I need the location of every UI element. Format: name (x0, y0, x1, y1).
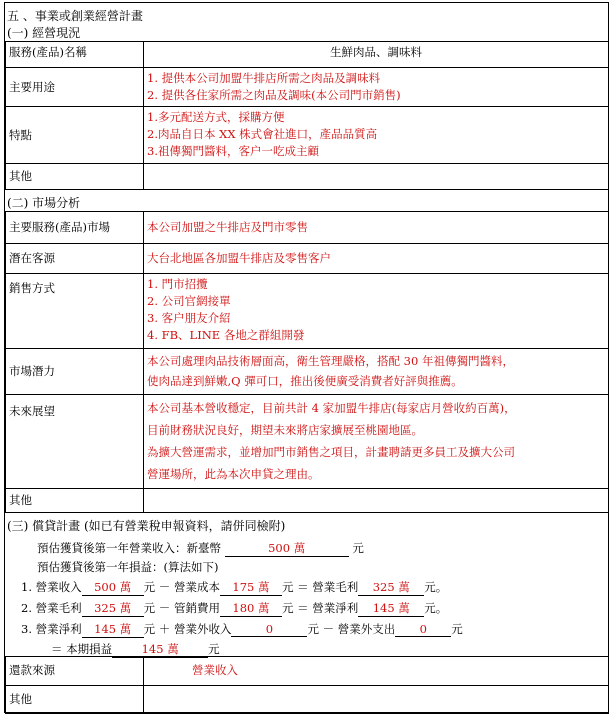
future-outlook-value (144, 395, 609, 489)
text-line: 3. 客户朋友介紹 (147, 311, 231, 325)
eq-value: 0 (231, 622, 307, 637)
potential-customers-value: 大台北地區各加盟牛排店及零售客户 (144, 244, 609, 274)
text-line: 本公司處理肉品技術層面高，衛生管理嚴格，搭配 30 年祖傳獨門醬料， (147, 354, 514, 368)
text-line: 為擴大營運需求，並增加門市銷售之項目，計畫聘請更多員工及擴大公司 (147, 445, 515, 459)
eq-text: 元 － 營業成本 (143, 580, 220, 594)
features-value (144, 107, 609, 164)
eq-value: 325 萬 (82, 600, 144, 617)
row-label: 主要服務(產品)市場 (6, 212, 144, 244)
equation-4 (51, 641, 220, 658)
text-line: 1.多元配送方式，採購方便 (147, 110, 285, 124)
table-row (6, 489, 609, 513)
eq-text: 元 ＋ 營業外收入 (143, 622, 232, 636)
text-line: 營運場所，此為本次申貸之理由。 (147, 467, 320, 481)
row-label: 還款來源 (6, 657, 144, 685)
eq-value: 175 萬 (220, 579, 282, 596)
row-label: 其他 (6, 685, 144, 713)
text-line: 1. 門市招攬 (147, 277, 208, 291)
table-row (6, 657, 609, 685)
sales-method-value (144, 274, 609, 349)
row-label: 銷售方式 (6, 274, 144, 349)
eq-text: 3. 營業淨利 (21, 622, 82, 636)
product-name-value: 生鮮肉品、調味料 (144, 42, 609, 68)
eq-value: 145 萬 (82, 621, 144, 638)
row-label: 市場潛力 (6, 349, 144, 395)
row-label: 主要用途 (6, 68, 144, 107)
table-row (6, 42, 609, 68)
eq-text: 元 ＝ 營業毛利 (281, 580, 359, 594)
text-line: 1. 提供本公司加盟牛排店所需之肉品及調味料 (147, 71, 381, 85)
eq-text: 元。 (424, 580, 448, 594)
text-line: 使肉品達到鮮嫩,Q 彈可口，推出後便廣受消費者好評與推薦。 (147, 374, 463, 388)
text-line: 2.肉品自日本 XX 株式會社進口，產品品質高 (147, 127, 378, 141)
loan-plan-form (4, 2, 609, 713)
text-line: 3.祖傳獨門醬料，客户一吃成主顧 (147, 144, 319, 158)
eq-text: 元 ＝ 營業淨利 (281, 601, 359, 615)
market-potential-value (144, 349, 609, 395)
first-year-revenue-line (37, 540, 364, 557)
market-analysis-table (5, 211, 609, 513)
text-line: 4. FB、LINE 各地之群組開發 (147, 328, 305, 342)
eq-value: 145 萬 (358, 600, 424, 617)
part3-title: (三) 償貸計畫 (如已有營業稅申報資料，請併同檢附) (7, 519, 286, 533)
table-row (6, 68, 609, 107)
main-use-value (144, 68, 609, 107)
part2-title: (二) 市場分析 (7, 196, 81, 210)
table-row (6, 107, 609, 164)
main-market-value: 本公司加盟之牛排店及門市零售 (144, 212, 609, 244)
table-row (6, 395, 609, 489)
table-row (6, 685, 609, 713)
table-row (6, 212, 609, 244)
equation-2 (21, 600, 447, 617)
table-row (6, 164, 609, 190)
row-label: 未來展望 (6, 395, 144, 489)
business-status-table (5, 41, 609, 190)
eq-text: 元 － 管銷費用 (143, 601, 220, 615)
part1-title: (一) 經營現況 (7, 26, 81, 40)
eq-text: 1. 營業收入 (21, 580, 82, 594)
repayment-source-value: 營業收入 (144, 657, 609, 685)
repayment-source-table (5, 657, 609, 714)
eq-value: 145 萬 (112, 641, 208, 658)
other-value (144, 489, 609, 513)
eq-text: ＝ 本期損益 (51, 642, 113, 656)
revenue-prefix: 預估獲貸後第一年營業收入：新臺幣 (37, 541, 221, 555)
table-row (6, 274, 609, 349)
text-line: 本公司基本營收穩定，目前共計 4 家加盟牛排店(每家店月營收約百萬)， (147, 401, 516, 415)
table-row (6, 244, 609, 274)
text-line: 2. 公司官網接單 (147, 294, 231, 308)
revenue-value: 500 萬 (225, 540, 349, 557)
profit-heading: 預估獲貸後第一年損益：(算法如下) (37, 560, 219, 574)
other-value (144, 164, 609, 190)
row-label: 潛在客源 (6, 244, 144, 274)
row-label: 服務(產品)名稱 (6, 42, 144, 68)
eq-value: 0 (395, 622, 451, 637)
revenue-suffix: 元 (352, 541, 364, 555)
text-line: 目前財務狀況良好，期望未來將店家擴展至桃園地區。 (147, 423, 423, 437)
other-value (144, 685, 609, 713)
row-label: 其他 (6, 489, 144, 513)
eq-text: 2. 營業毛利 (21, 601, 82, 615)
row-label: 特點 (6, 107, 144, 164)
text-line: 2. 提供各住家所需之肉品及調味(本公司門市銷售) (147, 88, 401, 102)
table-row (6, 349, 609, 395)
eq-value: 500 萬 (82, 579, 144, 596)
eq-text: 元 (451, 622, 463, 636)
row-label: 其他 (6, 164, 144, 190)
eq-text: 元 － 營業外支出 (307, 622, 396, 636)
eq-value: 180 萬 (220, 600, 282, 617)
eq-text: 元。 (424, 601, 448, 615)
eq-text: 元 (208, 642, 220, 656)
equation-1 (21, 579, 447, 596)
equation-3 (21, 621, 463, 638)
section-title: 五 、事業或創業經營計畫 (7, 9, 143, 23)
repayment-plan-block (5, 512, 609, 657)
eq-value: 325 萬 (358, 579, 424, 596)
